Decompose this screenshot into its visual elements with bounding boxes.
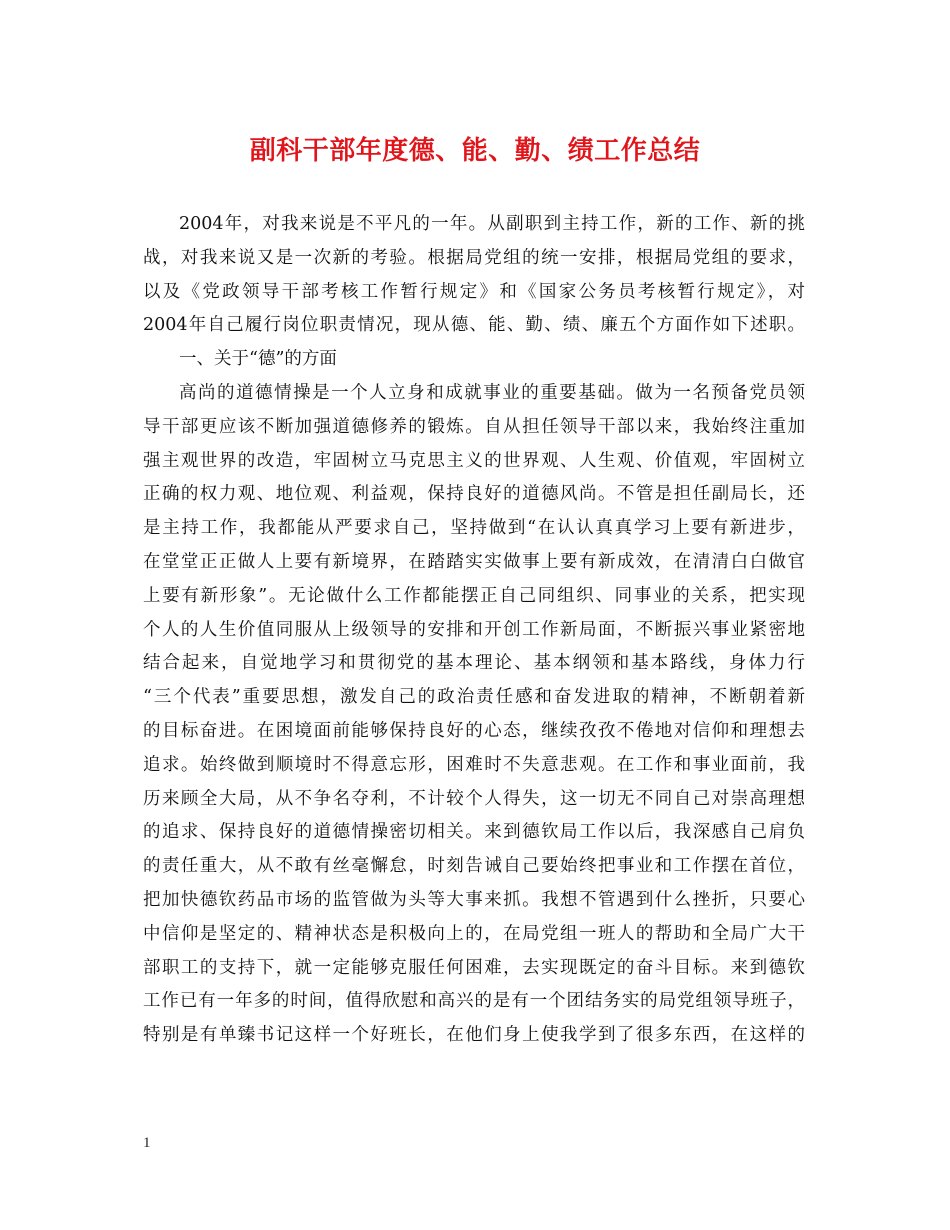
text-line: 的追求、保持良好的道德情操密切相关。来到德钦局工作以后，我深感自己肩负 (143, 822, 805, 843)
text-line: 的责任重大，从不敢有丝毫懈怠，时刻告诫自己要始终把事业和工作摆在首位， (143, 856, 805, 877)
document-body (143, 208, 805, 1053)
section-heading: 一、关于“德”的方面 (179, 349, 337, 370)
text-line: 历来顾全大局，从不争名夺利，不计较个人得失，这一切无不同自己对崇高理想 (143, 788, 805, 809)
text-line: 工作已有一年多的时间，值得欣慰和高兴的是有一个团结务实的局党组领导班子， (143, 991, 805, 1012)
text-line: 以及《党政领导干部考核工作暂行规定》和《国家公务员考核暂行规定》，对 (143, 281, 805, 302)
text-line: 的目标奋进。在困境面前能够保持良好的心态，继续孜孜不倦地对信仰和理想去 (143, 720, 805, 741)
text-line: 中信仰是坚定的、精神状态是积极向上的，在局党组一班人的帮助和全局广大干 (143, 923, 805, 944)
text-line: 正确的权力观、地位观、利益观，保持良好的道德风尚。不管是担任副局长，还 (143, 484, 805, 505)
text-line: 个人的人生价值同服从上级领导的安排和开创工作新局面，不断振兴事业紧密地 (143, 619, 805, 640)
text-line: 是主持工作，我都能从严要求自己，坚持做到“在认认真真学习上要有新进步， (143, 518, 805, 539)
document-title: 副科干部年度德、能、勤、绩工作总结 (249, 136, 701, 166)
text-line: 高尚的道德情操是一个人立身和成就事业的重要基础。做为一名预备党员领 (179, 382, 805, 403)
text-line: 战，对我来说又是一次新的考验。根据局党组的统一安排，根据局党组的要求， (143, 247, 805, 268)
text-line: 导干部更应该不断加强道德修养的锻炼。自从担任领导干部以来，我始终注重加 (143, 416, 805, 437)
text-line: 上要有新形象”。无论做什么工作都能摆正自己同组织、同事业的关系，把实现 (143, 585, 805, 606)
text-line: 2004年，对我来说是不平凡的一年。从副职到主持工作，新的工作、新的挑 (179, 214, 805, 234)
text-line: 在堂堂正正做人上要有新境界，在踏踏实实做事上要有新成效，在清清白白做官 (143, 551, 805, 572)
text-line: 强主观世界的改造，牢固树立马克思主义的世界观、人生观、价值观，牢固树立 (143, 450, 805, 471)
text-line: “三个代表”重要思想，激发自己的政治责任感和奋发进取的精神，不断朝着新 (143, 687, 805, 708)
page-number: 1 (143, 1135, 151, 1151)
text-line: 部职工的支持下，就一定能够克服任何困难，去实现既定的奋斗目标。来到德钦 (143, 957, 805, 978)
text-line: 结合起来，自觉地学习和贯彻党的基本理论、基本纲领和基本路线，身体力行 (143, 653, 805, 674)
text-line: 2004年自己履行岗位职责情况，现从德、能、勤、绩、廉五个方面作如下述职。 (143, 315, 805, 336)
text-line: 把加快德钦药品市场的监管做为头等大事来抓。我想不管遇到什么挫折，只要心 (143, 889, 805, 910)
text-line: 追求。始终做到顺境时不得意忘形，困难时不失意悲观。在工作和事业面前，我 (143, 754, 805, 775)
text-line: 特别是有单臻书记这样一个好班长，在他们身上使我学到了很多东西，在这样的 (143, 1025, 805, 1046)
